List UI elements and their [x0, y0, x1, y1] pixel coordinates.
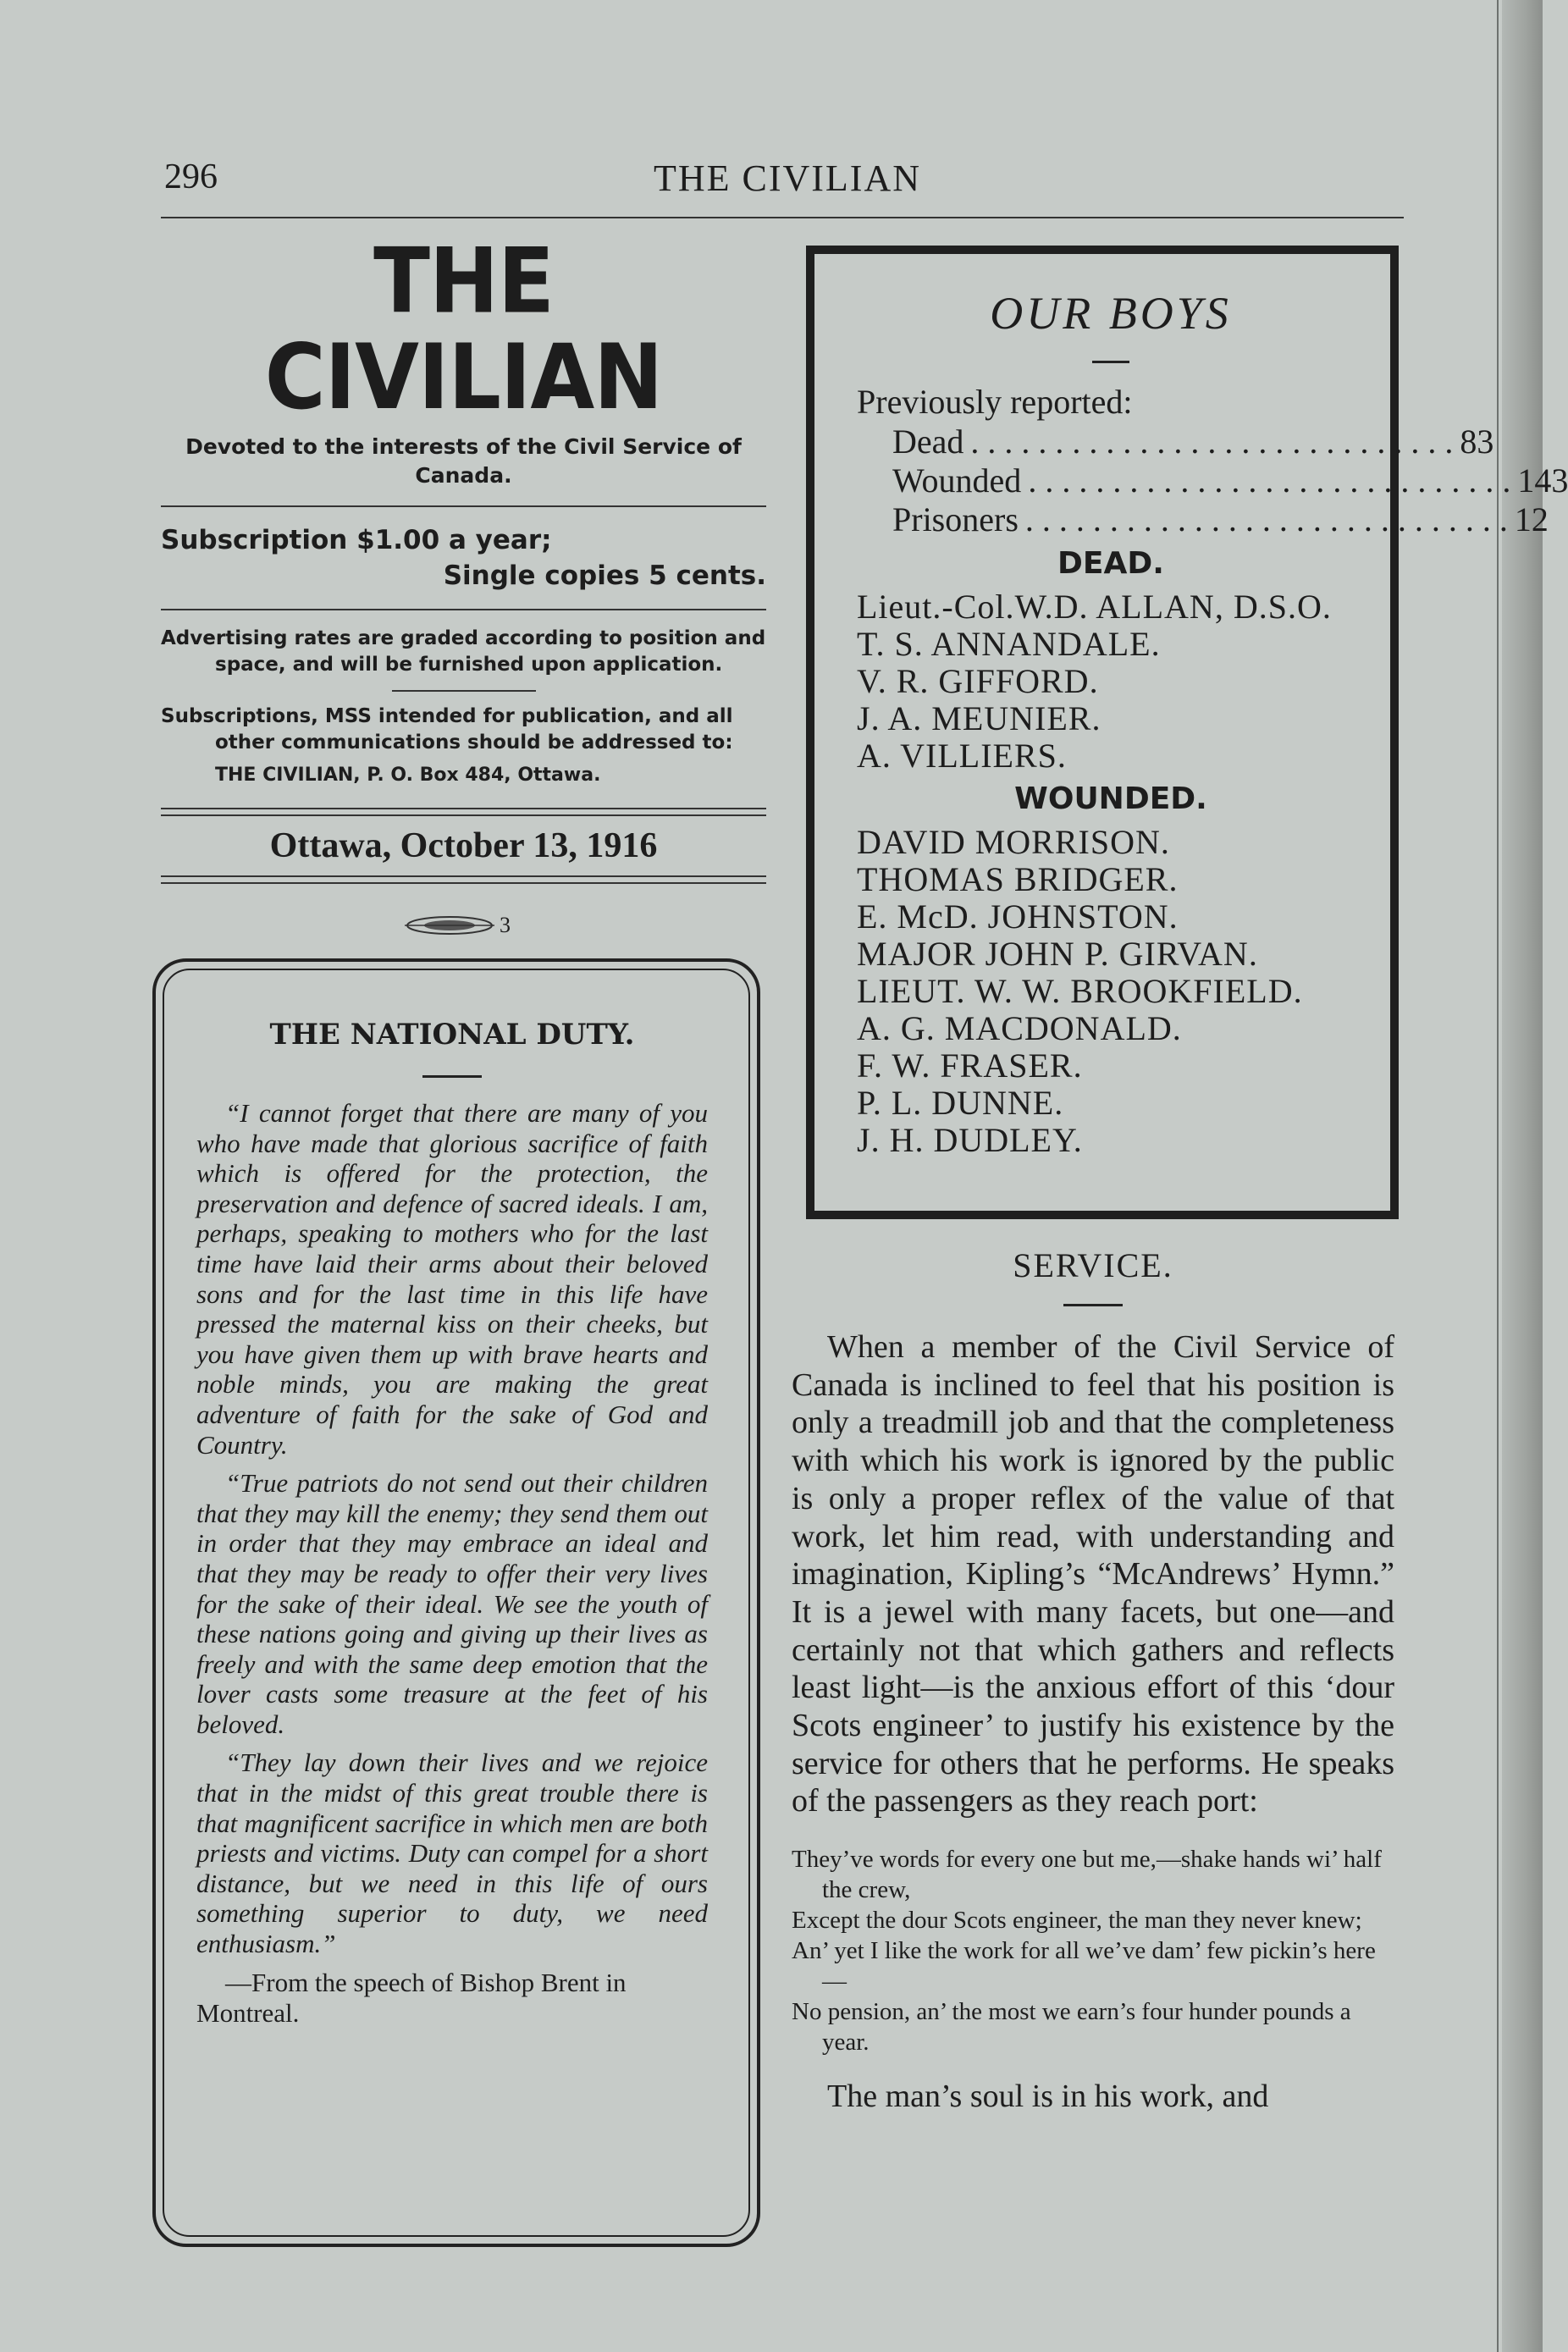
double-rule	[161, 875, 766, 884]
stat-label: Wounded	[892, 461, 1022, 500]
list-item: E. McD. JOHNSTON.	[857, 897, 1179, 936]
verse-quote	[792, 1844, 1394, 2057]
masthead	[161, 229, 766, 884]
stat-value: 83	[1460, 422, 1494, 461]
ornament-icon	[405, 914, 494, 936]
list-item: P. L. DUNNE.	[857, 1084, 1064, 1122]
verse-line: An’ yet I like the work for all we’ve dam’ few pickin’s here—	[792, 1937, 1376, 1996]
masthead-rule	[161, 609, 766, 610]
list-item: F. W. FRASER.	[857, 1046, 1083, 1085]
previously-reported: Previously reported:	[857, 383, 1133, 421]
mailing-address: THE CIVILIAN, P. O. Box 484, Ottawa.	[215, 765, 601, 786]
list-item: MAJOR JOHN P. GIRVAN.	[857, 935, 1258, 973]
service-title: SERVICE.	[1013, 1246, 1173, 1284]
page-number: 296	[164, 157, 218, 196]
list-item: V. R. GIFFORD.	[857, 662, 1099, 700]
list-item: A. VILLIERS.	[857, 737, 1067, 775]
article-continuation: The man’s soul is in his work, and	[827, 2079, 1269, 2115]
short-rule	[1063, 1304, 1123, 1306]
list-item: DAVID MORRISON.	[857, 823, 1170, 861]
list-item: LIEUT. W. W. BROOKFIELD.	[857, 972, 1303, 1010]
subscription-price: Subscription $1.00 a year;	[161, 525, 552, 555]
stat-label: Dead	[892, 422, 964, 461]
dead-heading: DEAD.	[1057, 546, 1164, 581]
dead-list	[857, 588, 1365, 775]
issue-mark: 3	[500, 913, 511, 937]
list-item: THOMAS BRIDGER.	[857, 860, 1179, 898]
masthead-rule	[161, 505, 766, 507]
leader-dots: . . . . . . . . . . . . . . . . . . . . . . . . . . . . .	[1024, 500, 1508, 538]
verse-line: Except the dour Scots engineer, the man they never knew;	[792, 1907, 1362, 1935]
stat-row	[857, 422, 1494, 461]
service-article	[792, 1245, 1394, 2115]
quote-paragraph: “They lay down their lives and we rejoice that in the midst of this great trouble there is that magnificent sacrifice in which men are both priests and victims. Duty can compel for a short distance, but we need in this life of ours something superior to duty, we need enthusiasm.”	[196, 1747, 708, 1959]
leader-dots: . . . . . . . . . . . . . . . . . . . . . . . . . . . . .	[970, 422, 1454, 461]
casualty-stats	[857, 422, 1568, 539]
verse-line: They’ve words for every one but me,—shake hands wi’ half the crew,	[792, 1846, 1382, 1904]
article-paragraph: When a member of the Civil Service of Canada is inclined to feel that his position is only a treadmill job and that the completeness with which his work is ignored by the public is only a proper reflex of the value of that work, let him read, with understanding and imagination, Kipling’s “McAndrews’ Hymn.” It is a jewel with many facets, but one—and certainly not that which gathers and reflects least light—is the anxious effort of this ‘dour Scots engineer’ to justify his existence by the service for others that he performs. He speaks of the passengers as they reach port:	[792, 1329, 1394, 1819]
list-item: T. S. ANNANDALE.	[857, 625, 1161, 663]
our-boys-box	[806, 246, 1568, 1219]
list-item: A. G. MACDONALD.	[857, 1009, 1182, 1047]
short-rule	[1092, 361, 1129, 363]
quote-paragraph: “I cannot forget that there are many of you who have made that glorious sacrifice of faith which is offered for the protection, the preservation and defence of sacred ideals. I am, perhaps, speaking to mothers who for the last time have laid their arms about their beloved sons and for the last time in this life have pressed the maternal kiss on their cheeks, but you have given them up with brave hearts and noble minds, you are making the great adventure of faith for the sake of God and Country.	[196, 1098, 708, 1460]
page-header	[161, 157, 1414, 207]
advertising-notice: Advertising rates are graded according to position and space, and will be furnished upon application.	[161, 627, 766, 676]
stat-label: Prisoners	[892, 500, 1019, 538]
stat-value: 12	[1514, 500, 1549, 538]
book-gutter-line	[1497, 0, 1499, 2352]
stat-row	[857, 461, 1568, 500]
quote-paragraph: “True patriots do not send out their children that they may kill the enemy; they send them out in order that they may embrace an ideal and that they may be ready to offer their very lives for the sake of their ideal. We see the youth of these nations going and giving up their lives as freely and with the same deep emotion that the lover casts some treasure at the feet of his beloved.	[196, 1468, 708, 1739]
single-copy-price: Single copies 5 cents.	[443, 560, 766, 591]
list-item: J. A. MEUNIER.	[857, 699, 1101, 737]
double-rule	[161, 808, 766, 816]
list-item: Lieut.-Col.W.D. ALLAN, D.S.O.	[857, 588, 1332, 626]
short-rule	[392, 690, 536, 692]
stat-value: 143	[1517, 461, 1568, 500]
national-duty-box	[152, 958, 760, 2247]
leader-dots: . . . . . . . . . . . . . . . . . . . . . . . . . . . . .	[1028, 461, 1511, 500]
wounded-heading: WOUNDED.	[1014, 781, 1207, 816]
short-rule	[422, 1075, 482, 1078]
national-duty-title: THE NATIONAL DUTY.	[269, 1018, 635, 1052]
header-rule	[161, 217, 1404, 218]
submissions-notice: Subscriptions, MSS intended for publication, and all other communications should be addressed to:	[161, 705, 733, 754]
quote-attribution: —From the speech of Bishop Brent in Montreal.	[196, 1967, 627, 2028]
our-boys-title: OUR BOYS	[990, 288, 1232, 339]
book-spine-shadow	[1502, 0, 1543, 2352]
masthead-subtitle: Devoted to the interests of the Civil Service of Canada.	[185, 434, 742, 488]
wounded-list	[857, 824, 1365, 1159]
verse-line: No pension, an’ the most we earn’s four hunder pounds a year.	[792, 1998, 1351, 2057]
list-item: J. H. DUDLEY.	[857, 1121, 1083, 1159]
running-title: THE CIVILIAN	[653, 157, 922, 199]
masthead-title: THE CIVILIAN	[264, 229, 663, 430]
stat-row	[857, 500, 1549, 539]
dateline: Ottawa, October 13, 1916	[269, 826, 658, 865]
